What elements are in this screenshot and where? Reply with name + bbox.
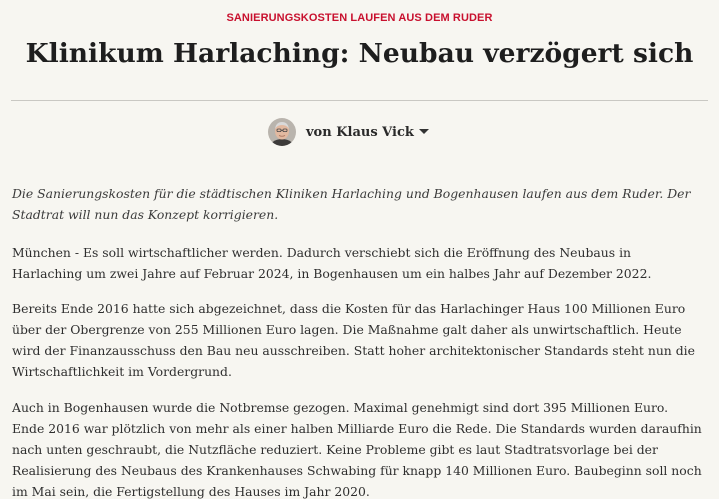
article-lead: Die Sanierungskosten für die städtischen Kliniken Harlaching und Bogenhausen laufen aus dem Ruder. Der Stadtrat will nun das Konzept korrigieren.	[12, 186, 691, 222]
article-headline: Klinikum Harlaching: Neubau verzögert sich	[25, 38, 694, 69]
headline-divider	[11, 100, 708, 101]
article-paragraph-3: Auch in Bogenhausen wurde die Notbremse gezogen. Maximal genehmigt sind dort 395 Millionen Euro. Ende 2016 war plötzlich von mehr als einer halben Milliarde Euro die Rede. Die Standards wurden daraufhin nach unten geschraubt, die Nutzfläche reduziert. Keine Probleme gibt es laut Stadtratsvorlage bei der Realisierung des Neubaus des Krankenhauses Schwabing für knapp 140 Millionen Euro. Baubeginn soll noch im Mai sein, die Fertigstellung des Hauses im Jahr 2020.	[12, 400, 702, 499]
author-byline[interactable]	[268, 117, 429, 147]
article-paragraph-1: München - Es soll wirtschaftlicher werden. Dadurch verschiebt sich die Eröffnung des Neubaus in Harlaching um zwei Jahre auf Februar 2024, in Bogenhausen um ein halbes Jahr auf Dezember 2022.	[12, 245, 652, 281]
article-kicker: SANIERUNGSKOSTEN LAUFEN AUS DEM RUDER	[226, 12, 493, 24]
caret-down-icon[interactable]	[419, 129, 429, 134]
author-name[interactable]: von Klaus Vick	[306, 124, 414, 140]
article-paragraph-2: Bereits Ende 2016 hatte sich abgezeichnet, dass die Kosten für das Harlachinger Haus 100 Millionen Euro über der Obergrenze von 255 Millionen Euro lagen. Die Maßnahme galt daher als unwirtschaftlich. Heute wird der Finanzausschuss den Bau neu ausschreiben. Statt hoher architektonischer Standards steht nun die Wirtschaftlichkeit im Vordergrund.	[12, 301, 695, 379]
author-avatar	[268, 118, 296, 146]
